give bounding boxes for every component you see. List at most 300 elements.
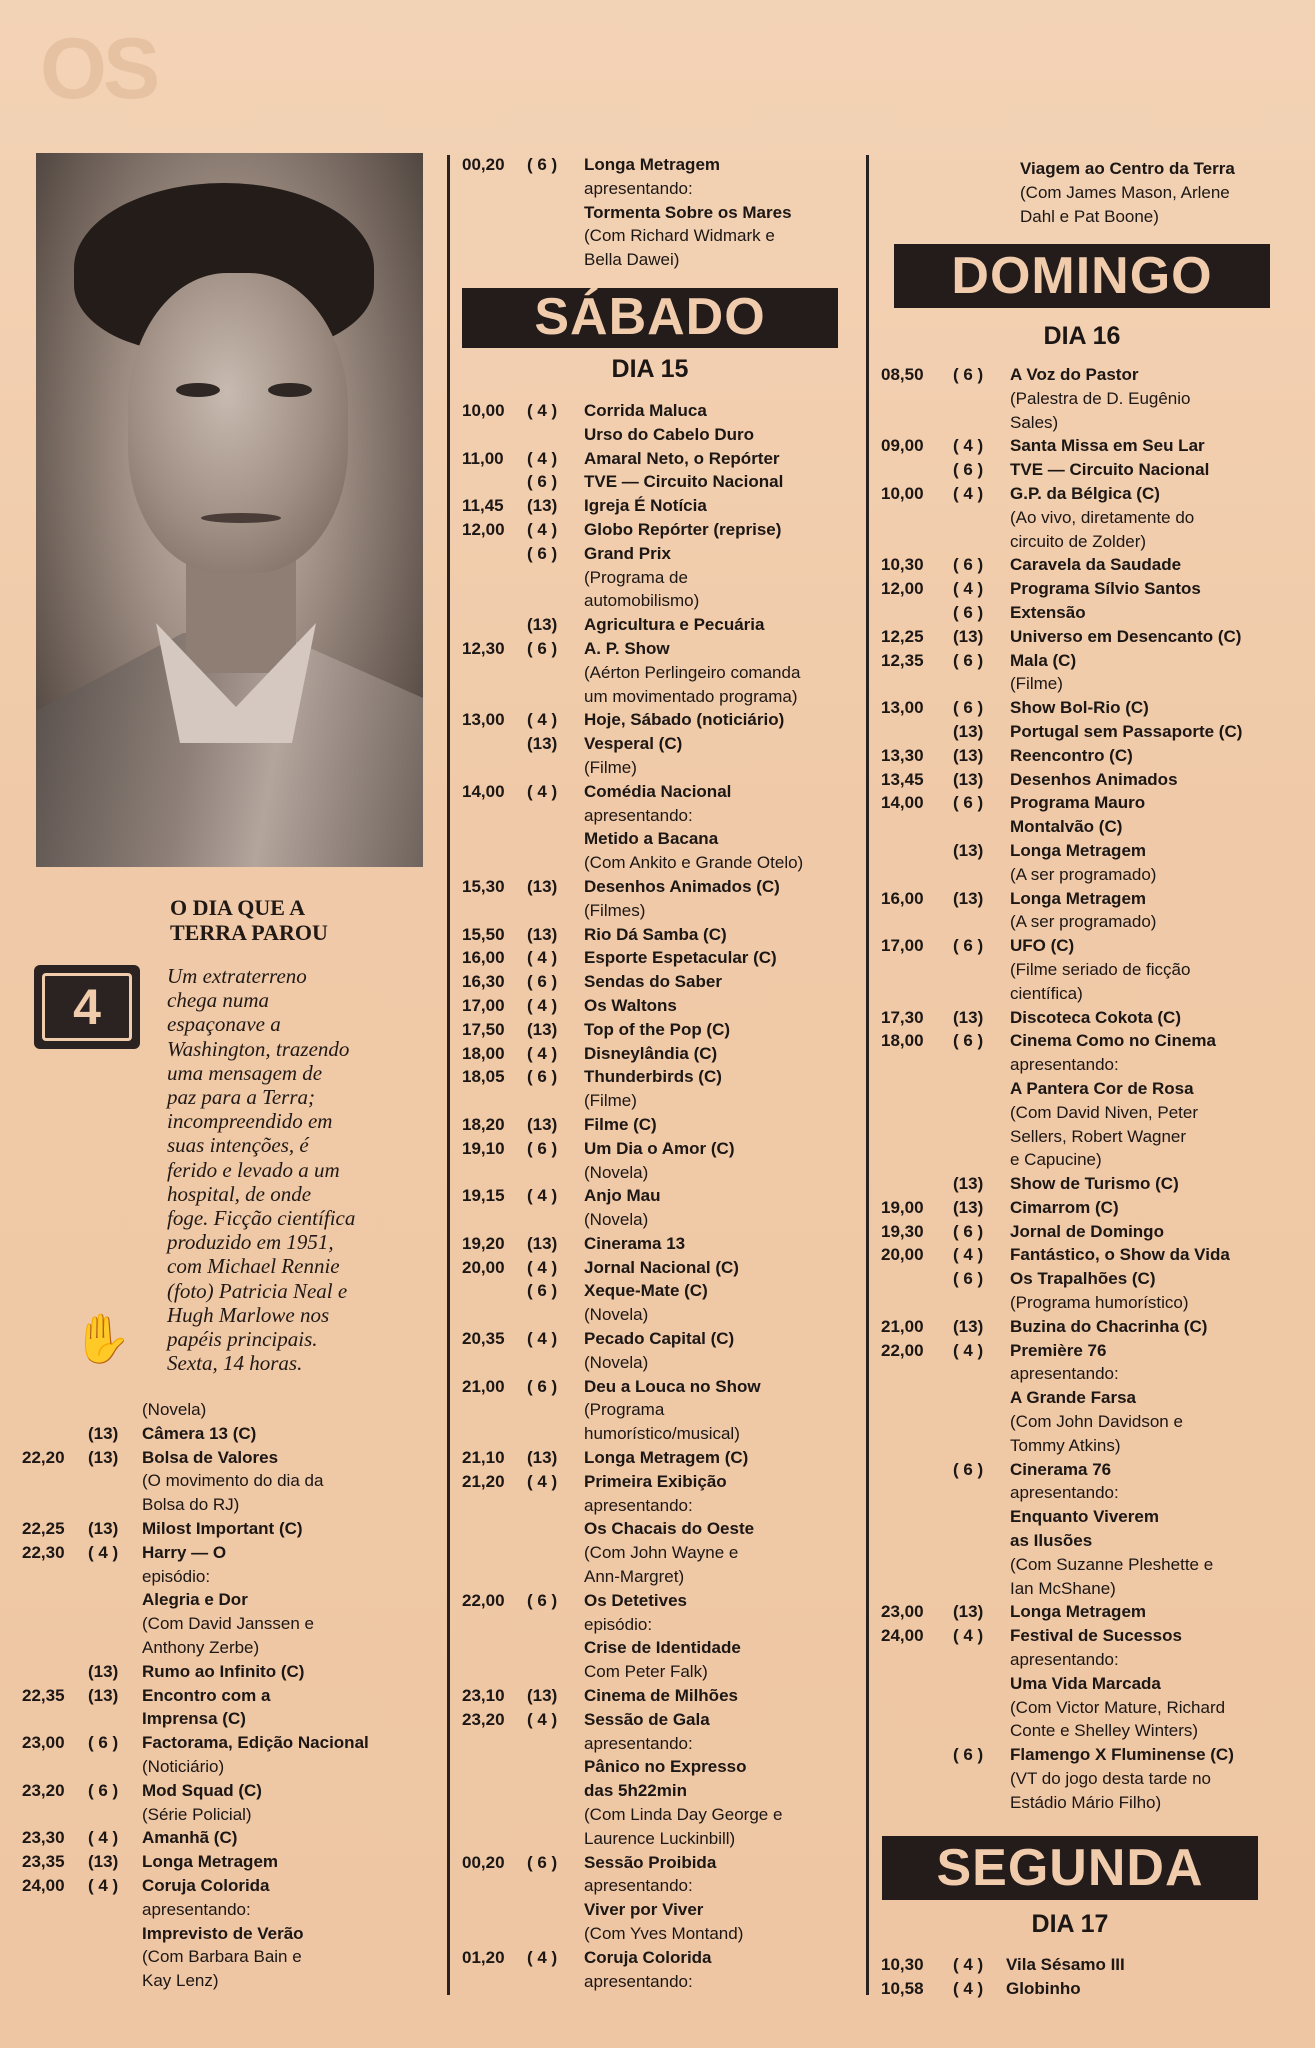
schedule-row (462, 970, 860, 994)
schedule-row (881, 1505, 1299, 1529)
schedule-channel: ( 4 ) (953, 579, 984, 599)
schedule-row (881, 1148, 1299, 1172)
schedule-program: Mala (C) (1010, 650, 1077, 670)
schedule-row (462, 177, 860, 201)
schedule-program: Cinerama 13 (584, 1233, 686, 1253)
schedule-program: Câmera 13 (C) (142, 1423, 257, 1443)
schedule-row (22, 1398, 437, 1422)
schedule-row (462, 248, 860, 272)
schedule-channel: ( 4 ) (953, 436, 984, 456)
schedule-program: apresentando: (584, 805, 693, 825)
schedule-time: 17,00 (881, 936, 924, 956)
schedule-time: 22,20 (22, 1447, 65, 1467)
schedule-time: 23,10 (462, 1686, 505, 1706)
schedule-time: 12,35 (881, 650, 924, 670)
schedule-row (881, 387, 1299, 411)
schedule-program: Programa Sílvio Santos (1010, 579, 1201, 599)
schedule-row (462, 1970, 860, 1994)
schedule-row (462, 1184, 860, 1208)
schedule-program: (Filmes) (584, 900, 646, 920)
schedule-row (881, 1386, 1299, 1410)
schedule-row (462, 1256, 860, 1280)
sabado-schedule (462, 399, 860, 1993)
schedule-program: (Com Richard Widmark e (584, 226, 775, 246)
schedule-program: Sessão de Gala (584, 1709, 710, 1729)
schedule-row (462, 518, 860, 542)
schedule-program: apresentando: (584, 1971, 693, 1991)
segunda-banner: SEGUNDA (882, 1836, 1258, 1900)
schedule-program: Estádio Mário Filho) (1010, 1792, 1162, 1812)
schedule-row (462, 1779, 860, 1803)
schedule-row (462, 1589, 860, 1613)
schedule-time: 12,00 (881, 579, 924, 599)
schedule-row (462, 899, 860, 923)
schedule-channel: (13) (953, 1602, 984, 1622)
schedule-time: 19,15 (462, 1186, 505, 1206)
schedule-program: episódio: (584, 1614, 653, 1634)
schedule-time: 21,00 (462, 1376, 505, 1396)
schedule-program: apresentando: (1010, 1483, 1119, 1503)
schedule-row (22, 1660, 437, 1684)
schedule-row (462, 613, 860, 637)
schedule-program: Xeque-Mate (C) (584, 1281, 708, 1301)
schedule-program: (Com Suzanne Pleshette e (1010, 1554, 1214, 1574)
schedule-channel: (13) (953, 721, 984, 741)
schedule-program: Comédia Nacional (584, 781, 732, 801)
schedule-program: Viagem ao Centro da Terra (1020, 159, 1235, 178)
schedule-channel: ( 4 ) (953, 1955, 984, 1974)
column-divider-2 (866, 155, 869, 1995)
schedule-program: (Programa de (584, 567, 688, 587)
schedule-program: Vesperal (C) (584, 734, 683, 754)
schedule-row (881, 553, 1299, 577)
schedule-program: (Com Ankito e Grande Otelo) (584, 853, 804, 873)
schedule-row (881, 672, 1299, 696)
caption-title-line1: O DIA QUE A (170, 895, 306, 920)
schedule-time: 16,00 (462, 948, 505, 968)
schedule-row (881, 1767, 1299, 1791)
schedule-row (22, 1731, 437, 1755)
hand-icon: ✋ (72, 1313, 132, 1366)
schedule-program: (Ao vivo, diretamente do (1010, 507, 1195, 527)
schedule-row (462, 851, 860, 875)
schedule-program: (Novela) (584, 1210, 649, 1230)
schedule-program: Cinerama 76 (1010, 1459, 1112, 1479)
schedule-row (22, 1826, 437, 1850)
schedule-program: Um Dia o Amor (C) (584, 1138, 735, 1158)
schedule-channel: (13) (953, 769, 984, 789)
schedule-channel: ( 4 ) (527, 781, 558, 801)
schedule-row (881, 1339, 1299, 1363)
schedule-row (22, 1517, 437, 1541)
schedule-row (462, 1208, 860, 1232)
schedule-time: 12,25 (881, 626, 924, 646)
schedule-channel: ( 6 ) (953, 460, 984, 480)
schedule-time: 18,05 (462, 1067, 505, 1087)
schedule-channel: (13) (527, 876, 558, 896)
schedule-row (22, 1684, 437, 1708)
schedule-row (462, 1279, 860, 1303)
schedule-channel: ( 6 ) (527, 472, 558, 492)
schedule-row (881, 1791, 1299, 1815)
schedule-channel: (13) (88, 1518, 119, 1538)
schedule-row (462, 756, 860, 780)
schedule-row (462, 1684, 860, 1708)
schedule-row (881, 434, 1299, 458)
schedule-channel: ( 4 ) (527, 1043, 558, 1063)
schedule-program: Cimarrom (C) (1010, 1197, 1119, 1217)
schedule-channel: ( 6 ) (527, 972, 558, 992)
schedule-row (22, 1541, 437, 1565)
schedule-row (881, 1553, 1299, 1577)
schedule-program: circuito de Zolder) (1010, 531, 1147, 551)
schedule-channel: (13) (953, 1174, 984, 1194)
column-divider-1 (447, 155, 450, 1995)
schedule-time: 22,25 (22, 1518, 65, 1538)
schedule-channel: ( 6 ) (953, 650, 984, 670)
schedule-program: Longa Metragem (1010, 888, 1147, 908)
schedule-channel: ( 6 ) (527, 1281, 558, 1301)
schedule-row (462, 201, 860, 225)
schedule-time: 22,35 (22, 1685, 65, 1705)
schedule-program: Corrida Maluca (584, 401, 707, 420)
schedule-program: (Com John Davidson e (1010, 1412, 1183, 1432)
schedule-row (881, 181, 1299, 205)
schedule-time: 24,00 (881, 1626, 924, 1646)
schedule-row (881, 910, 1299, 934)
schedule-program: Caravela da Saudade (1010, 555, 1182, 575)
schedule-row (881, 1315, 1299, 1339)
schedule-program: um movimentado programa) (584, 686, 798, 706)
schedule-row (22, 1755, 437, 1779)
schedule-row (881, 815, 1299, 839)
friday-late-schedule (462, 153, 860, 272)
schedule-program: Filme (C) (584, 1114, 657, 1134)
schedule-program: (A ser programado) (1010, 864, 1157, 884)
schedule-channel: (13) (953, 1197, 984, 1217)
schedule-row (462, 1827, 860, 1851)
schedule-time: 22,30 (22, 1542, 65, 1562)
schedule-row (881, 482, 1299, 506)
schedule-time: 11,45 (462, 496, 504, 516)
schedule-row (881, 1743, 1299, 1767)
schedule-program: TVE — Circuito Nacional (584, 472, 784, 492)
schedule-program: Bolsa do RJ) (142, 1495, 240, 1515)
schedule-row (22, 1636, 437, 1660)
schedule-program: Laurence Luckinbill) (584, 1828, 736, 1848)
schedule-row (881, 1624, 1299, 1648)
schedule-time: 21,10 (462, 1448, 505, 1468)
schedule-program: e Capucine) (1010, 1150, 1102, 1170)
schedule-program: Pecado Capital (C) (584, 1329, 735, 1349)
schedule-program: Top of the Pop (C) (584, 1019, 731, 1039)
schedule-program: Buzina do Chacrinha (C) (1010, 1316, 1208, 1336)
schedule-program: Enquanto Viverem (1010, 1507, 1159, 1527)
schedule-row (881, 1696, 1299, 1720)
schedule-program: apresentando: (1010, 1364, 1119, 1384)
schedule-row (462, 1636, 860, 1660)
schedule-program: das 5h22min (584, 1781, 687, 1801)
schedule-channel: ( 6 ) (527, 543, 558, 563)
schedule-program: Cinema de Milhões (584, 1686, 738, 1706)
schedule-channel: ( 4 ) (527, 1257, 558, 1277)
schedule-program: Amanhã (C) (142, 1828, 238, 1848)
schedule-program: (Com Linda Day George e (584, 1805, 783, 1825)
schedule-program: Urso do Cabelo Duro (584, 424, 755, 444)
schedule-program: Globo Repórter (reprise) (584, 519, 782, 539)
schedule-row (462, 1874, 860, 1898)
schedule-program: Reencontro (C) (1010, 745, 1133, 765)
schedule-program: Crise de Identidade (584, 1638, 741, 1658)
schedule-row (881, 649, 1299, 673)
schedule-row (881, 982, 1299, 1006)
schedule-program: Anthony Zerbe) (142, 1637, 260, 1657)
schedule-channel: ( 4 ) (527, 1329, 558, 1349)
schedule-row (462, 1042, 860, 1066)
schedule-row (881, 1977, 1299, 2001)
schedule-program: Rumo ao Infinito (C) (142, 1661, 305, 1681)
schedule-program: (Com James Mason, Arlene (1020, 182, 1230, 202)
schedule-row (462, 1327, 860, 1351)
segunda-schedule (881, 1953, 1299, 2001)
schedule-row (22, 1612, 437, 1636)
schedule-row (462, 1351, 860, 1375)
schedule-channel: ( 6 ) (527, 1376, 558, 1396)
schedule-time: 20,00 (462, 1257, 505, 1277)
schedule-program: Longa Metragem (142, 1852, 279, 1872)
schedule-row (881, 1362, 1299, 1386)
schedule-row (22, 1874, 437, 1898)
schedule-channel: ( 6 ) (953, 1269, 984, 1289)
schedule-row (22, 1588, 437, 1612)
schedule-program: Os Waltons (584, 995, 677, 1015)
schedule-time: 23,35 (22, 1852, 65, 1872)
schedule-channel: (13) (88, 1423, 119, 1443)
schedule-program: apresentando: (584, 1876, 693, 1896)
schedule-program: A. P. Show (584, 638, 670, 658)
schedule-time: 17,00 (462, 995, 505, 1015)
schedule-row (462, 1137, 860, 1161)
schedule-program: Festival de Sucessos (1010, 1626, 1182, 1646)
schedule-row (22, 1707, 437, 1731)
schedule-program: (Série Policial) (142, 1804, 252, 1824)
schedule-time: 14,00 (462, 781, 505, 801)
schedule-program: (Com John Wayne e (584, 1543, 739, 1563)
schedule-program: (Novela) (584, 1352, 649, 1372)
schedule-channel: (13) (527, 1019, 558, 1039)
channel-4-badge (34, 965, 140, 1049)
schedule-channel: ( 6 ) (953, 555, 984, 575)
schedule-time: 21,00 (881, 1316, 924, 1336)
schedule-program: Ian McShane) (1010, 1578, 1116, 1598)
schedule-program: Programa Mauro (1010, 793, 1146, 813)
schedule-channel: (13) (953, 888, 984, 908)
schedule-program: Dahl e Pat Boone) (1020, 206, 1159, 226)
schedule-row (881, 1172, 1299, 1196)
schedule-program: Esporte Espetacular (C) (584, 948, 777, 968)
schedule-channel: ( 4 ) (527, 448, 558, 468)
schedule-program: Sales) (1010, 412, 1059, 432)
schedule-program: Rio Dá Samba (C) (584, 924, 727, 944)
schedule-program: Santa Missa em Seu Lar (1010, 436, 1205, 456)
schedule-channel: ( 4 ) (953, 1978, 984, 1998)
schedule-row (881, 1053, 1299, 1077)
schedule-channel: (13) (527, 615, 558, 635)
schedule-program: Montalvão (C) (1010, 817, 1123, 837)
schedule-row (881, 1410, 1299, 1434)
schedule-row (462, 685, 860, 709)
schedule-program: Amaral Neto, o Repórter (584, 448, 780, 468)
schedule-channel: (13) (953, 1007, 984, 1027)
schedule-channel: (13) (88, 1852, 119, 1872)
schedule-row (462, 1089, 860, 1113)
schedule-time: 24,00 (22, 1875, 65, 1895)
schedule-program: Flamengo X Fluminense (C) (1010, 1745, 1234, 1765)
schedule-channel: (13) (527, 924, 558, 944)
schedule-channel: ( 6 ) (953, 1221, 984, 1241)
schedule-row (881, 506, 1299, 530)
schedule-time: 10,30 (881, 1955, 924, 1974)
schedule-row (881, 791, 1299, 815)
schedule-row (462, 1708, 860, 1732)
schedule-time: 17,30 (881, 1007, 924, 1027)
schedule-program: Discoteca Cokota (C) (1010, 1007, 1181, 1027)
schedule-program: Ann-Margret) (584, 1567, 685, 1587)
schedule-program: (Novela) (142, 1400, 207, 1419)
schedule-row (881, 1267, 1299, 1291)
schedule-row (881, 1029, 1299, 1053)
schedule-row (22, 1446, 437, 1470)
schedule-time: 19,30 (881, 1221, 924, 1241)
schedule-row (462, 780, 860, 804)
schedule-channel: ( 4 ) (527, 519, 558, 539)
schedule-time: 16,00 (881, 888, 924, 908)
schedule-row (462, 946, 860, 970)
schedule-row (462, 875, 860, 899)
schedule-program: Encontro com a (142, 1685, 271, 1705)
schedule-row (22, 1803, 437, 1827)
schedule-time: 23,20 (462, 1709, 505, 1729)
schedule-channel: (13) (88, 1661, 119, 1681)
schedule-row (462, 399, 860, 423)
schedule-program: Fantástico, o Show da Vida (1010, 1245, 1230, 1265)
schedule-channel: ( 6 ) (953, 936, 984, 956)
schedule-row (881, 1719, 1299, 1743)
schedule-time: 16,30 (462, 972, 505, 992)
schedule-row (462, 637, 860, 661)
schedule-program: Coruja Colorida (142, 1875, 270, 1895)
schedule-program: (VT do jogo desta tarde no (1010, 1769, 1211, 1789)
schedule-time: 22,00 (462, 1590, 505, 1610)
domingo-day: DIA 16 (1043, 322, 1121, 350)
schedule-row (881, 1125, 1299, 1149)
schedule-row (881, 625, 1299, 649)
schedule-channel: ( 4 ) (953, 1340, 984, 1360)
schedule-row (462, 1303, 860, 1327)
schedule-row (881, 887, 1299, 911)
schedule-program: Imprevisto de Verão (142, 1923, 304, 1943)
schedule-program: (O movimento do dia da (142, 1471, 324, 1491)
schedule-time: 01,20 (462, 1947, 505, 1967)
domingo-previous-entry (881, 157, 1299, 228)
schedule-row (462, 661, 860, 685)
schedule-time: 12,00 (462, 519, 505, 539)
schedule-row (462, 1613, 860, 1637)
schedule-program: Show Bol-Rio (C) (1010, 698, 1149, 718)
schedule-row (462, 1851, 860, 1875)
schedule-program: (Programa (584, 1400, 665, 1420)
schedule-row (462, 1232, 860, 1256)
schedule-time: 11,00 (462, 448, 504, 468)
schedule-program: Imprensa (C) (142, 1709, 246, 1729)
schedule-row (881, 1101, 1299, 1125)
schedule-row (462, 494, 860, 518)
schedule-channel: ( 4 ) (953, 1245, 984, 1265)
schedule-program: (Aérton Perlingeiro comanda (584, 662, 801, 682)
schedule-channel: ( 6 ) (527, 1067, 558, 1087)
schedule-channel: ( 6 ) (527, 638, 558, 658)
schedule-channel: ( 6 ) (953, 698, 984, 718)
schedule-channel: ( 6 ) (953, 1745, 984, 1765)
schedule-time: 21,20 (462, 1471, 505, 1491)
schedule-channel: ( 6 ) (953, 793, 984, 813)
schedule-program: Longa Metragem (C) (584, 1448, 749, 1468)
schedule-row (462, 1898, 860, 1922)
schedule-row (462, 1565, 860, 1589)
schedule-row (22, 1945, 437, 1969)
schedule-time: 08,50 (881, 365, 924, 384)
schedule-row (881, 744, 1299, 768)
schedule-program: Tormenta Sobre os Mares (584, 202, 792, 222)
schedule-program: Vila Sésamo III (1006, 1955, 1125, 1974)
schedule-row (881, 1529, 1299, 1553)
schedule-program: Jornal de Domingo (1010, 1221, 1164, 1241)
schedule-program: Bolsa de Valores (142, 1447, 279, 1467)
schedule-row (462, 827, 860, 851)
schedule-row (881, 696, 1299, 720)
schedule-row (462, 1660, 860, 1684)
schedule-program: Com Peter Falk) (584, 1662, 708, 1682)
schedule-channel: (13) (527, 1686, 558, 1706)
schedule-channel: ( 6 ) (953, 1459, 984, 1479)
schedule-program: Universo em Desencanto (C) (1010, 626, 1242, 646)
schedule-row (881, 1291, 1299, 1315)
schedule-program: (Noticiário) (142, 1756, 225, 1776)
schedule-row (881, 458, 1299, 482)
schedule-program: (Palestra de D. Eugênio (1010, 388, 1191, 408)
schedule-time: 10,30 (881, 555, 924, 575)
schedule-time: 00,20 (462, 1852, 505, 1872)
schedule-program: Longa Metragem (584, 155, 721, 174)
film-synopsis: Um extraterreno chega numa espaçonave a Washington, trazendo uma mensagem de paz para a Terra; incompreendido em suas intenções, é ferido e levado a um hospital, de onde foge. Ficção científica produzido em 1951, com Michael Rennie (foto) Patricia Neal e Hugh Marlowe nos papéis principais. Sexta, 14 horas. (167, 964, 356, 1376)
schedule-program: Portugal sem Passaporte (C) (1010, 721, 1243, 741)
schedule-time: 18,00 (881, 1031, 924, 1051)
schedule-program: apresentando: (584, 1733, 693, 1753)
schedule-row (881, 863, 1299, 887)
schedule-row (881, 157, 1299, 181)
sabado-banner: SÁBADO (462, 288, 838, 348)
schedule-channel: (13) (527, 1114, 558, 1134)
schedule-row (881, 768, 1299, 792)
schedule-time: 17,50 (462, 1019, 505, 1039)
schedule-row (462, 566, 860, 590)
schedule-program: Primeira Exibição (584, 1471, 727, 1491)
schedule-program: Jornal Nacional (C) (584, 1257, 739, 1277)
schedule-channel: ( 4 ) (88, 1875, 119, 1895)
schedule-row (881, 1243, 1299, 1267)
schedule-program: (Filme) (584, 757, 637, 777)
schedule-channel: ( 4 ) (88, 1828, 119, 1848)
